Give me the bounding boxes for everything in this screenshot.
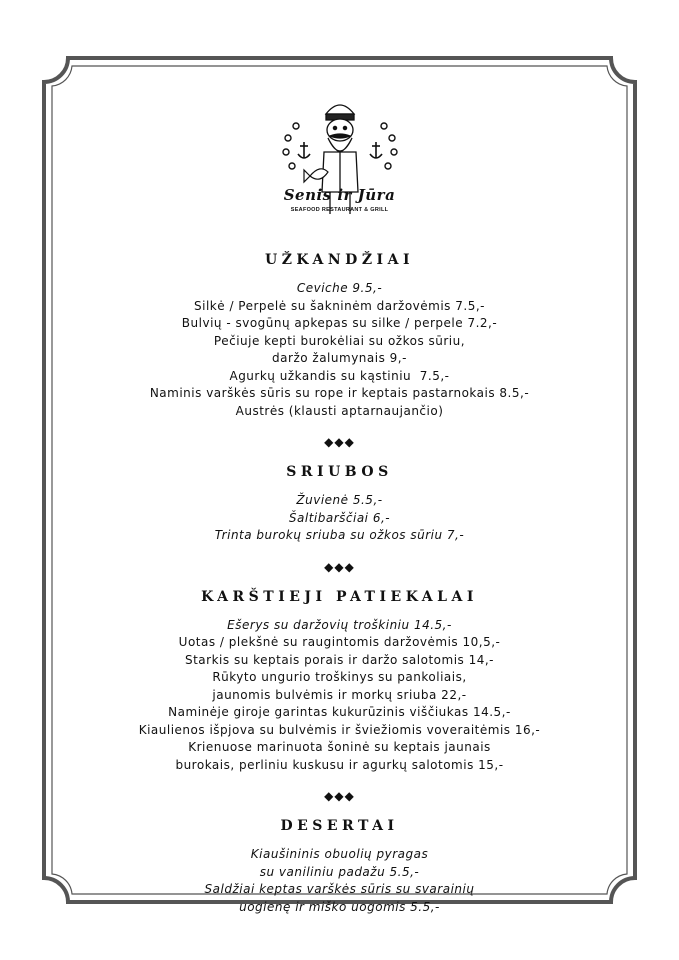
menu-item: Trinta burokų sriuba su ožkos sūriu 7,- (214, 528, 465, 542)
menu-item: Kiaušininis obuolių pyragas (250, 847, 429, 861)
section-appetizers (0, 250, 679, 420)
menu-item: daržo žalumynais 9,- (272, 351, 407, 365)
section-title: UŽKANDŽIAI (264, 252, 414, 268)
menu-item: Krienuose marinuota šoninė su keptais jaunais (188, 740, 491, 754)
section-title: DESERTAI (280, 818, 399, 834)
brand-name: Senis ir Jūra (283, 186, 396, 204)
menu-item: burokais, perliniu kuskusu ir agurkų salotomis 15,- (175, 757, 504, 772)
menu-item: jaunomis bulvėmis ir morkų sriuba 22,- (212, 687, 467, 702)
menu-item: Naminis varškės sūris su rope ir keptais pastarnokais 8.5,- (149, 386, 530, 400)
menu-content (0, 250, 679, 916)
separator-diamonds: ◆◆◆ (324, 789, 355, 803)
section-soups (0, 462, 679, 545)
separator-diamonds: ◆◆◆ (324, 559, 355, 574)
section-title: KARŠTIEJI PATIEKALAI (201, 588, 478, 605)
menu-item: Ešerys su daržovių troškiniu 14.5,- (227, 617, 452, 632)
menu-item: Silkė / Perpelė su šakninėm daržovėmis 7.5,- (194, 298, 485, 313)
section-main-courses (0, 587, 679, 775)
menu-item: su vaniliniu padažu 5.5,- (259, 864, 420, 879)
menu-item: Uotas / plekšnė su raugintomis daržovėmis 10,5,- (178, 635, 501, 649)
brand-subtitle: SEAFOOD RESTAURANT & GRILL (290, 207, 389, 213)
menu-item: Bulvių - svogūnų apkepas su silke / perpele 7.2,- (181, 316, 498, 330)
menu-item: Ceviche 9.5,- (296, 281, 383, 295)
separator-diamonds: ◆◆◆ (324, 435, 355, 449)
menu-item: uogienę ir miško uogomis 5.5,- (239, 899, 440, 914)
menu-item: Starkis su keptais porais ir daržo salotomis 14,- (184, 652, 495, 667)
menu-item: Kiaulienos išpjova su bulvėmis ir šviežiomis voveraitėmis 16,- (138, 722, 541, 737)
menu-item: Austrės (klausti aptarnaujančio) (235, 403, 444, 418)
menu-item: Žuvienė 5.5,- (296, 493, 383, 507)
menu-item: Saldžiai keptas varškės sūris su svarainių (204, 882, 475, 896)
section-desserts (0, 816, 679, 916)
menu-item: Pečiuje kepti burokėliai su ožkos sūriu, (213, 333, 466, 348)
menu-item: Agurkų užkandis su kąstiniu 7.5,- (229, 368, 450, 383)
menu-item: Rūkyto ungurio troškinys su pankoliais, (212, 670, 467, 684)
menu-item: Naminėje giroje garintas kukurūzinis viščiukas 14.5,- (168, 705, 511, 719)
section-title: SRIUBOS (286, 464, 393, 480)
menu-item: Šaltibarščiai 6,- (288, 510, 391, 525)
